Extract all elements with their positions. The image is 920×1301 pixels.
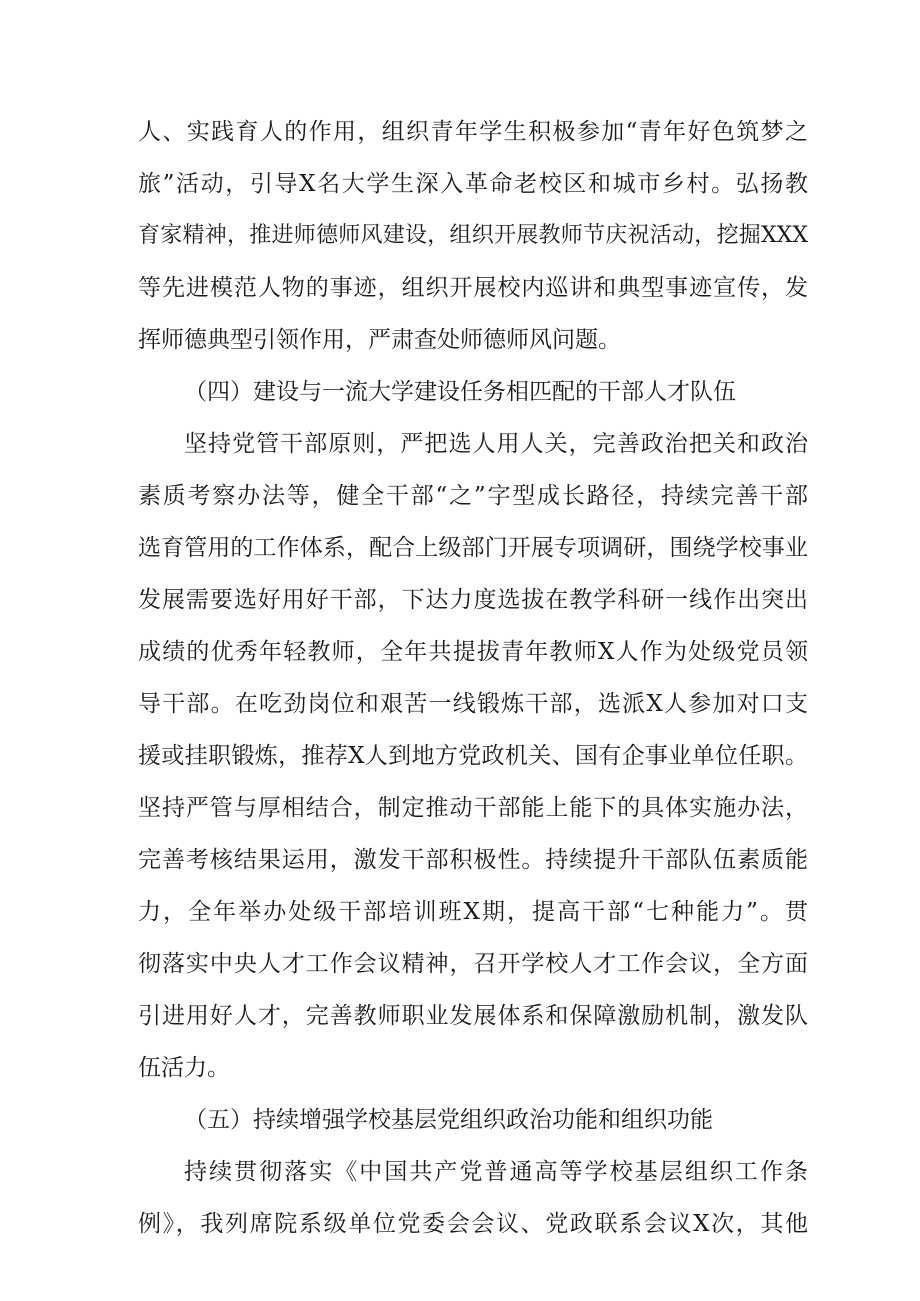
text-line: 等先进模范人物的事迹，组织开展校内巡讲和典型事迹宣传，发 [138,275,808,301]
text-line: 力，全年举办处级干部培训班X期，提高干部“七种能力”。贯 [138,899,808,925]
section-heading-5: （五）持续增强学校基层党组织政治功能和组织功能 [184,1107,713,1133]
paragraph-first-line: 坚持党管干部原则，严把选人用人关，完善政治把关和政治 [184,431,808,457]
text-line: 伍活力。 [138,1055,230,1081]
document-body [138,106,808,1250]
text-line: 选育管用的工作体系，配合上级部门开展专项调研，围绕学校事业 [138,535,808,561]
text-line: 发展需要选好用好干部，下达力度选拔在教学科研一线作出突出 [138,587,808,613]
text-line: 旅”活动，引导X名大学生深入革命老校区和城市乡村。弘扬教 [138,171,808,197]
text-line: 人、实践育人的作用，组织青年学生积极参加“青年好色筑梦之 [138,119,808,145]
text-line: 例》，我列席院系级单位党委会会议、党政联系会议X次，其他 [138,1211,808,1237]
text-line: 素质考察办法等，健全干部“之”字型成长路径，持续完善干部 [138,483,808,509]
text-line: 导干部。在吃劲岗位和艰苦一线锻炼干部，选派X人参加对口支 [138,691,808,717]
text-line: 彻落实中央人才工作会议精神，召开学校人才工作会议，全方面 [138,951,808,977]
text-line: 完善考核结果运用，激发干部积极性。持续提升干部队伍素质能 [138,847,808,873]
section-heading-4: （四）建设与一流大学建设任务相匹配的干部人才队伍 [184,379,736,405]
text-line: 育家精神，推进师德师风建设，组织开展教师节庆祝活动，挖掘XXX [138,223,808,248]
text-line: 援或挂职锻炼，推荐X人到地方党政机关、国有企事业单位任职。 [138,743,808,769]
text-line: 成绩的优秀年轻教师，全年共提拔青年教师X人作为处级党员领 [138,639,808,665]
text-line: 挥师德典型引领作用，严肃查处师德师风问题。 [138,327,621,353]
text-line: 引进用好人才，完善教师职业发展体系和保障激励机制，激发队 [138,1003,808,1029]
text-line: 坚持严管与厚相结合，制定推动干部能上能下的具体实施办法， [138,795,808,821]
paragraph-first-line: 持续贯彻落实《中国共产党普通高等学校基层组织工作条 [184,1159,808,1185]
